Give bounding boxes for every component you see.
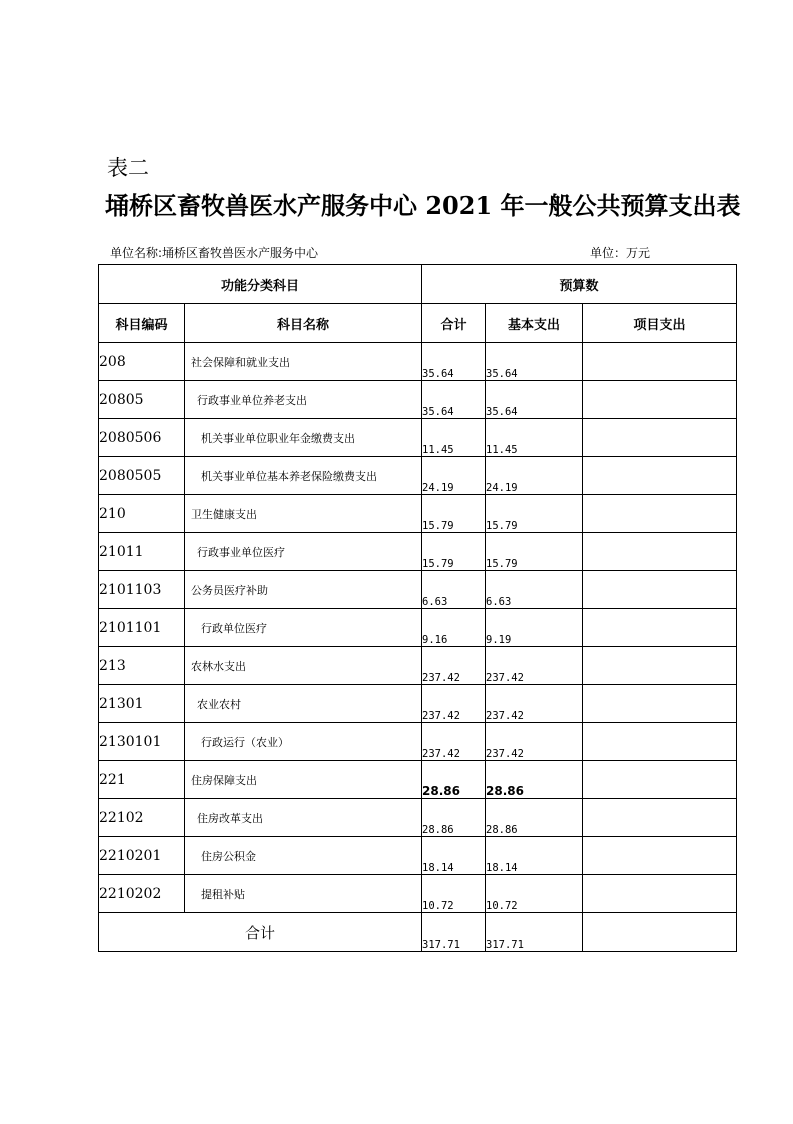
row-name: 行政单位医疗 <box>185 609 422 647</box>
row-basic: 28.86 <box>486 761 583 799</box>
row-project <box>583 571 737 609</box>
row-project <box>583 723 737 761</box>
unit-name: 单位名称:埇桥区畜牧兽医水产服务中心 <box>110 246 319 260</box>
row-basic: 11.45 <box>486 419 583 457</box>
table-row <box>99 761 737 799</box>
table-row <box>99 381 737 419</box>
header-project: 项目支出 <box>583 304 737 343</box>
row-total: 28.86 <box>422 799 486 837</box>
row-total: 35.64 <box>422 381 486 419</box>
row-code: 22102 <box>99 799 185 837</box>
header-code: 科目编码 <box>99 304 185 343</box>
table-row <box>99 723 737 761</box>
row-basic: 28.86 <box>486 799 583 837</box>
row-project <box>583 457 737 495</box>
footer-project <box>583 913 737 952</box>
table-row <box>99 875 737 913</box>
row-code: 2080505 <box>99 457 185 495</box>
document-title: 埇桥区畜牧兽医水产服务中心 2021 年一般公共预算支出表 <box>105 191 741 220</box>
row-name: 行政事业单位医疗 <box>185 533 422 571</box>
row-basic: 237.42 <box>486 685 583 723</box>
row-code: 21301 <box>99 685 185 723</box>
table-label: 表二 <box>107 156 149 180</box>
table-row <box>99 609 737 647</box>
row-name: 行政运行（农业） <box>185 723 422 761</box>
row-code: 2080506 <box>99 419 185 457</box>
row-code: 2101101 <box>99 609 185 647</box>
row-code: 2130101 <box>99 723 185 761</box>
row-code: 2210202 <box>99 875 185 913</box>
budget-table <box>98 264 737 952</box>
row-code: 221 <box>99 761 185 799</box>
table-row <box>99 533 737 571</box>
row-basic: 18.14 <box>486 837 583 875</box>
row-total: 11.45 <box>422 419 486 457</box>
table-row <box>99 343 737 381</box>
row-name: 机关事业单位基本养老保险缴费支出 <box>185 457 422 495</box>
row-name: 住房改革支出 <box>185 799 422 837</box>
row-code: 20805 <box>99 381 185 419</box>
row-name: 住房公积金 <box>185 837 422 875</box>
unit-label: 单位：万元 <box>590 246 651 260</box>
header-name: 科目名称 <box>185 304 422 343</box>
row-basic: 9.19 <box>486 609 583 647</box>
row-total: 35.64 <box>422 343 486 381</box>
row-project <box>583 533 737 571</box>
row-basic: 24.19 <box>486 457 583 495</box>
row-basic: 237.42 <box>486 647 583 685</box>
footer-total: 317.71 <box>422 913 486 952</box>
header-total: 合计 <box>422 304 486 343</box>
row-total: 28.86 <box>422 761 486 799</box>
row-total: 10.72 <box>422 875 486 913</box>
row-name: 农业农村 <box>185 685 422 723</box>
row-code: 2101103 <box>99 571 185 609</box>
footer-label: 合计 <box>99 913 422 952</box>
row-total: 18.14 <box>422 837 486 875</box>
row-basic: 237.42 <box>486 723 583 761</box>
row-name: 农林水支出 <box>185 647 422 685</box>
footer-basic: 317.71 <box>486 913 583 952</box>
table-row <box>99 571 737 609</box>
table-row <box>99 495 737 533</box>
row-code: 21011 <box>99 533 185 571</box>
header-category-group: 功能分类科目 <box>99 265 422 304</box>
row-project <box>583 419 737 457</box>
row-total: 237.42 <box>422 685 486 723</box>
row-name: 住房保障支出 <box>185 761 422 799</box>
row-total: 237.42 <box>422 723 486 761</box>
row-basic: 35.64 <box>486 343 583 381</box>
row-project <box>583 495 737 533</box>
row-project <box>583 875 737 913</box>
row-code: 210 <box>99 495 185 533</box>
row-total: 9.16 <box>422 609 486 647</box>
row-name: 公务员医疗补助 <box>185 571 422 609</box>
table-row <box>99 799 737 837</box>
table-row <box>99 685 737 723</box>
table-row <box>99 419 737 457</box>
row-project <box>583 343 737 381</box>
row-basic: 15.79 <box>486 495 583 533</box>
row-name: 卫生健康支出 <box>185 495 422 533</box>
table-body <box>99 343 737 913</box>
row-basic: 15.79 <box>486 533 583 571</box>
row-project <box>583 685 737 723</box>
row-code: 2210201 <box>99 837 185 875</box>
row-name: 行政事业单位养老支出 <box>185 381 422 419</box>
row-basic: 6.63 <box>486 571 583 609</box>
header-budget-group: 预算数 <box>422 265 737 304</box>
row-project <box>583 609 737 647</box>
table-row <box>99 647 737 685</box>
row-project <box>583 761 737 799</box>
row-basic: 35.64 <box>486 381 583 419</box>
row-total: 24.19 <box>422 457 486 495</box>
row-project <box>583 647 737 685</box>
row-name: 提租补贴 <box>185 875 422 913</box>
row-total: 15.79 <box>422 495 486 533</box>
row-total: 6.63 <box>422 571 486 609</box>
row-code: 213 <box>99 647 185 685</box>
row-project <box>583 837 737 875</box>
row-name: 社会保障和就业支出 <box>185 343 422 381</box>
table-row <box>99 457 737 495</box>
row-basic: 10.72 <box>486 875 583 913</box>
row-total: 15.79 <box>422 533 486 571</box>
table-row <box>99 837 737 875</box>
row-name: 机关事业单位职业年金缴费支出 <box>185 419 422 457</box>
header-basic: 基本支出 <box>486 304 583 343</box>
row-total: 237.42 <box>422 647 486 685</box>
row-code: 208 <box>99 343 185 381</box>
row-project <box>583 799 737 837</box>
row-project <box>583 381 737 419</box>
